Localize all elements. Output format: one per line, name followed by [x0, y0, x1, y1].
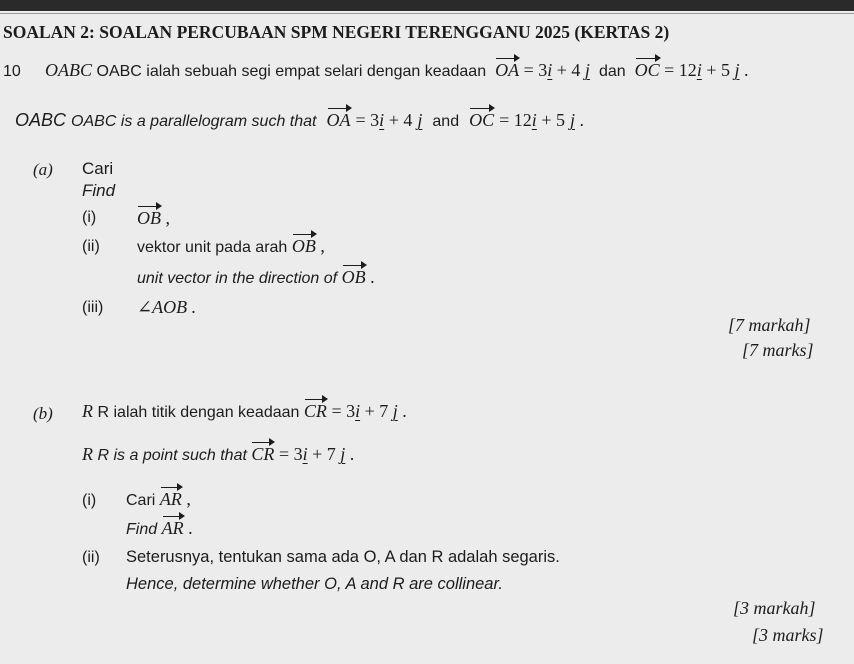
vector-cr: CR — [303, 401, 327, 421]
question-stem-ms: OABC OABC ialah sebuah segi empat selari dengan keadaan OA = 3i + 4 j dan OC = 12i + 5 j . — [45, 60, 749, 80]
part-b-i-en: Find AR . — [126, 518, 193, 538]
part-a-iii-label: (iii) — [82, 299, 104, 316]
part-a-ii-ms: vektor unit pada arah OB , — [137, 236, 325, 256]
vector-oc: OC — [634, 60, 660, 80]
part-b-i-label: (i) — [82, 492, 97, 509]
part-a-marks-ms: [7 markah] — [728, 315, 811, 335]
part-a-label: (a) — [33, 160, 53, 179]
page-title: SOALAN 2: SOALAN PERCUBAAN SPM NEGERI TERENGGANU 2025 (KERTAS 2) — [3, 22, 670, 42]
part-b-ii-ms: Seterusnya, tentukan sama ada O, A dan R adalah segaris. — [126, 548, 560, 566]
part-a-i-text: OB , — [137, 208, 170, 228]
part-b-label: (b) — [33, 404, 53, 423]
part-a-find: Find — [82, 181, 116, 200]
vector-ob: OB — [137, 208, 161, 228]
vector-oa: OA — [495, 60, 520, 80]
question-number: 10 — [3, 63, 21, 80]
part-a-marks-en: [7 marks] — [742, 340, 814, 360]
part-b-marks-en: [3 marks] — [752, 625, 824, 645]
part-a-ii-label: (ii) — [82, 238, 100, 255]
part-a-iii-angle: ∠AOB . — [137, 297, 197, 317]
part-b-ii-en: Hence, determine whether O, A and R are collinear. — [126, 575, 503, 593]
part-a-ii-en: unit vector in the direction of OB . — [137, 267, 375, 287]
question-stem-en: OABC OABC is a parallelogram such that OA = 3i + 4 j and OC = 12i + 5 j . — [15, 110, 586, 130]
part-b-stem-en: R R is a point such that CR = 3i + 7 j . — [82, 444, 355, 464]
part-b-stem-ms: R R ialah titik dengan keadaan CR = 3i + 7 j . — [82, 401, 407, 421]
vector-ar: AR — [159, 489, 182, 509]
part-b-ii-label: (ii) — [82, 549, 100, 566]
header-rule — [0, 13, 854, 14]
part-a-i-label: (i) — [82, 209, 97, 226]
part-b-i-ms: Cari AR , — [126, 489, 191, 509]
part-a-cari: Cari — [82, 159, 114, 178]
part-b-marks-ms: [3 markah] — [733, 598, 816, 618]
top-dark-band — [0, 0, 854, 11]
